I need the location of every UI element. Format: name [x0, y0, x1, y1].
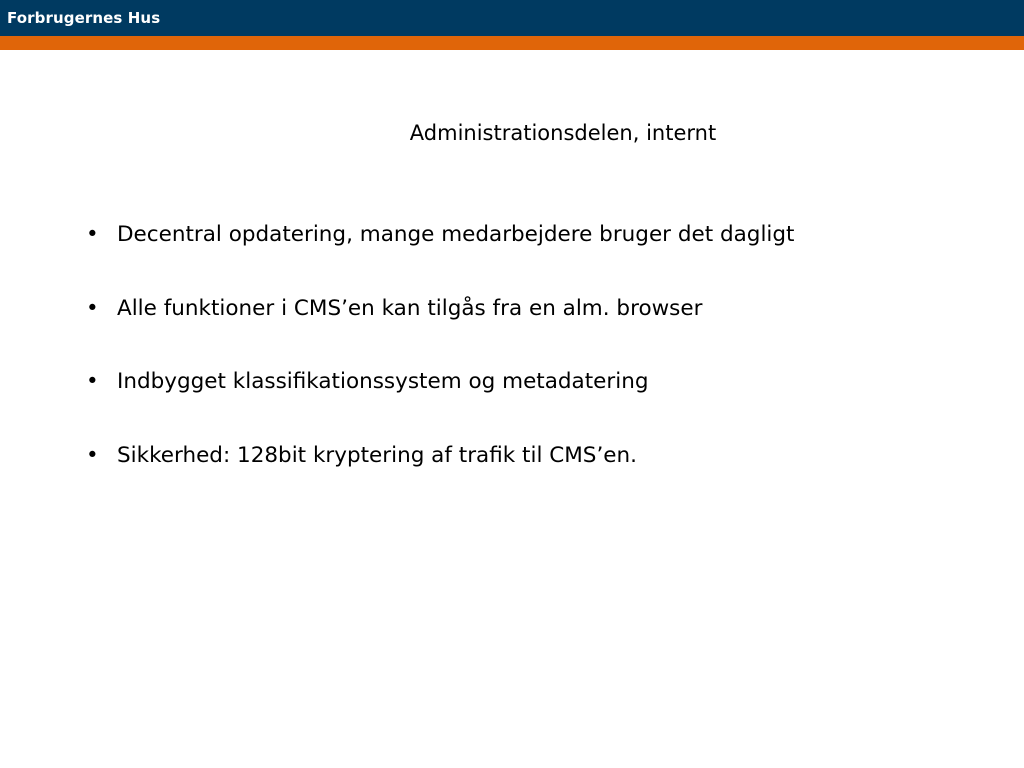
- brand-logo-text: Forbrugernes Hus: [7, 9, 161, 27]
- bullet-dot-icon: •: [86, 295, 99, 321]
- bullet-item: [82, 441, 794, 471]
- bullet-text: Sikkerhed: 128bit kryptering af trafik til CMS’en.: [117, 442, 637, 468]
- bullet-list: [82, 220, 794, 514]
- bullet-item: [82, 367, 794, 397]
- bullet-text: Alle funktioner i CMS’en kan tilgås fra en alm. browser: [117, 295, 703, 321]
- bullet-text: Indbygget klassifikationssystem og metadatering: [117, 369, 649, 394]
- bullet-dot-icon: •: [86, 369, 99, 394]
- bullet-item: [82, 294, 794, 324]
- bullet-text: Decentral opdatering, mange medarbejdere bruger det dagligt: [117, 222, 795, 247]
- slide-title: Administrationsdelen, internt: [409, 121, 717, 145]
- bullet-dot-icon: •: [86, 442, 99, 468]
- orange-accent-stripe: [0, 36, 1024, 50]
- brand-header-bar: [0, 0, 1024, 36]
- bullet-dot-icon: •: [86, 222, 99, 247]
- bullet-item: [82, 220, 794, 250]
